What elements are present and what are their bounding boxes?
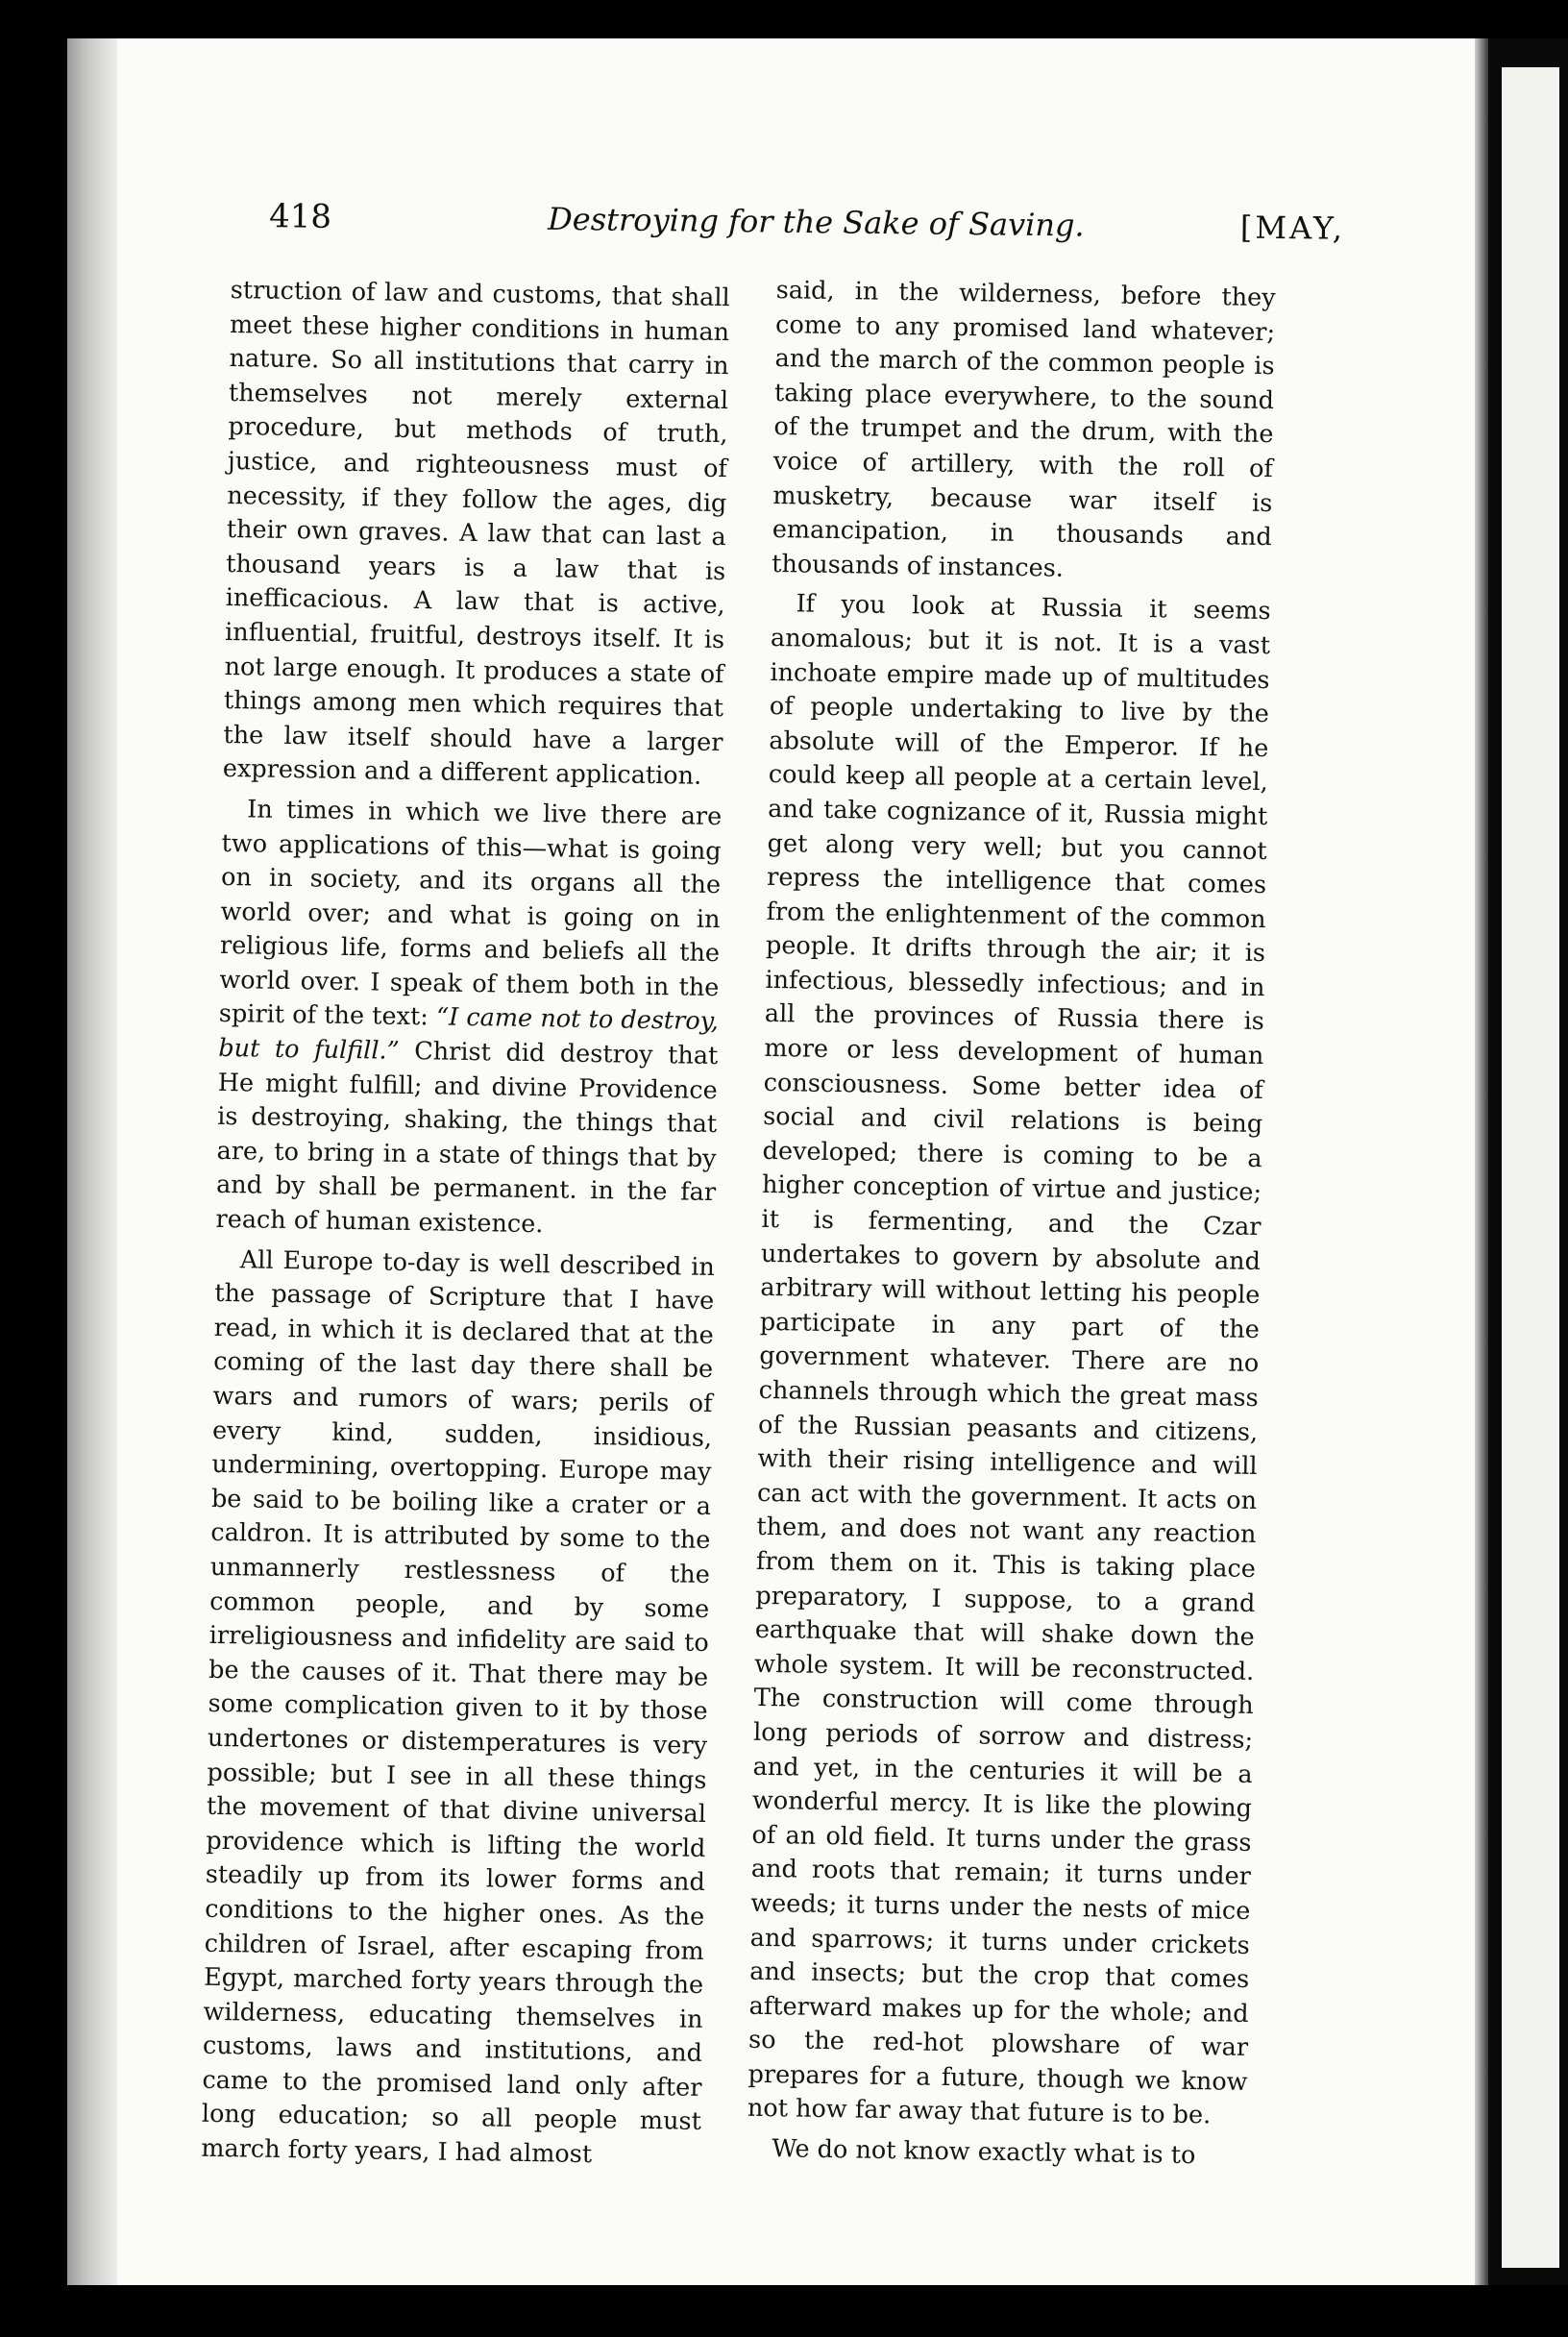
left-column	[201, 274, 730, 2180]
running-month: [MAY,	[1239, 209, 1346, 247]
page-number: 418	[268, 197, 332, 236]
left-paragraph-3: All Europe to-day is well described in the passage of Scripture that I have read, in which it is declared that at the coming of the last day there shall be wars and rumors of wars; perils of every kind, sudden, insidious, undermining, overtopping. Europe may be said to be boiling like a crater or a caldron. It is attributed by some to the unmannerly restlessness of the common people, and by some irreligiousness and infidelity are said to be the causes of it. That there may be some complication given to it by those undertones or distemperatures is very possible; but I see in all these things the movement of that divine universal providence which is lifting the world steadily up from its lower forms and conditions to the higher ones. As the children of Israel, after escaping from Egypt, marched forty years through the wilderness, educating themselves in customs, laws and institutions, and came to the promised land only after long education; so all people must march forty years, I had almost	[201, 1244, 716, 2170]
right-paragraph-3: We do not know exactly what is to	[772, 2134, 1196, 2171]
page-edge-shadow	[1475, 38, 1488, 2285]
left-paragraph-1: struction of law and customs, that shall meet these higher conditions in human nature. So all institutions that carry in themselves not merely external procedure, but methods of truth, justice, and righteousness must of necessity, if they follow the ages, dig their own graves. A law that can last a thousand years is a law that is inefficacious. A law that is active, influential, fruitful, destroys itself. It is not large enough. It produces a state of things among men which requires that the law itself should have a larger expression and a different application.	[222, 275, 730, 792]
right-column	[747, 274, 1276, 2180]
running-title: Destroying for the Sake of Saving.	[547, 200, 1085, 244]
next-page-strip	[1502, 67, 1559, 2268]
binding-gutter	[67, 38, 117, 2285]
right-paragraph-2: If you look at Russia it seems anomalous; but it is not. It is a vast inchoate empire made up of multitudes of people undertaking to live by the absolute will of the Emperor. If he could keep all people at a certain level, and take cognizance of it, Russia might get along very well; but you cannot repress the intelligence that comes from the enlightenment of the common people. It drifts through the air; it is infectious, blessedly infectious; and in all the provinces of Russia there is more or less development of human consciousness. Some better idea of social and civil relations is being developed; there is coming to be a higher conception of virtue and justice; it is fermenting, and the Czar undertakes to govern by absolute and arbitrary will without letting his people participate in any part of the government whatever. There are no channels through which the great mass of the Russian peasants and citizens, with their rising intelligence and will can act with the government. It acts on them, and does not want any reaction from them on it. This is taking place preparatory, I suppose, to a grand earthquake that will shake down the whole system. It will be reconstructed. The construction will come through long periods of sorrow and distress; and yet, in the centuries it will be a wonderful mercy. It is like the plowing of an old field. It turns under the grass and roots that remain; it turns under weeds; it turns under the nests of mice and sparrows; it turns under crickets and insects; but the crop that comes afterward makes up for the whole; and so the red-hot plowshare of war prepares for a future, though we know not how far away that future is to be.	[747, 589, 1271, 2130]
left-paragraph-2-lead: In times in which we live there are two applications of this—what is going on in society, and its organs all the world over; and what is going on in religious life, forms and beliefs all the world over. I speak of them both in the spirit of the text:	[218, 795, 723, 1032]
facing-page-edge	[1475, 38, 1568, 2285]
left-paragraph-2-tail: Christ did destroy that He might fulfill; and divine Providence is destroying, shaking, the things that are, to bring in a state of things that by and by shall be permanent. in the far reach of human existence.	[215, 1036, 719, 1240]
left-paragraph-2	[215, 793, 722, 1245]
right-paragraph-1: said, in the wilderness, before they come to any promised land whatever; and the march of the common people is taking place everywhere, to the sound of the trumpet and the drum, with the voice of artillery, with the roll of musketry, because war itself is emancipation, in thousands and thousands of instances.	[772, 275, 1276, 583]
scripture-quote: “I came not to destroy, but to fulfill.”	[218, 1002, 720, 1066]
